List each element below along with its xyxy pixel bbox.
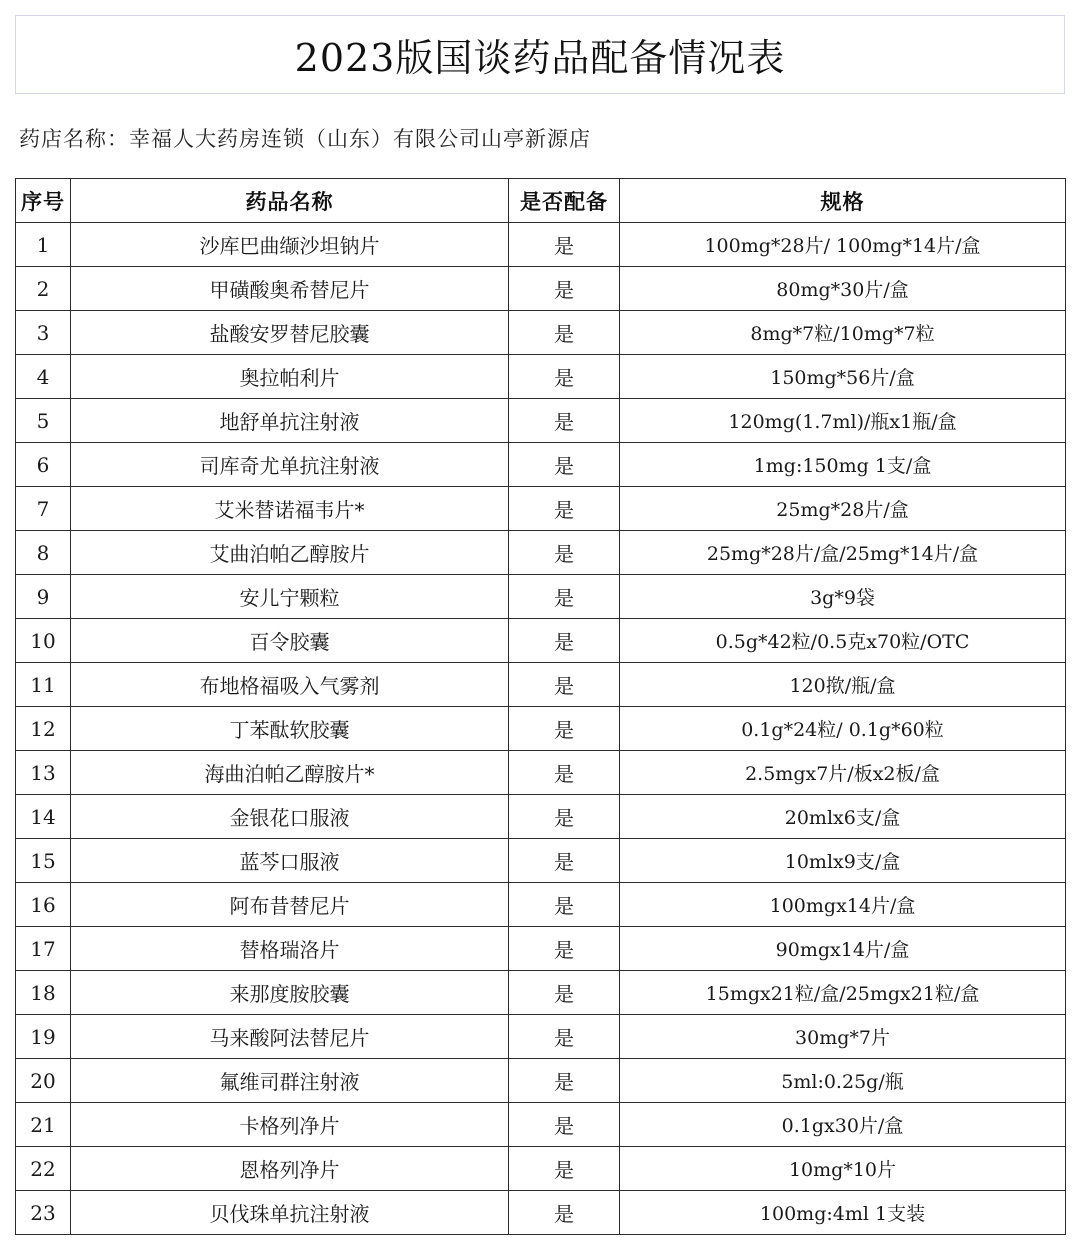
cell-number: 4 (16, 355, 71, 399)
cell-stocked: 是 (509, 487, 620, 531)
table-row (16, 267, 1066, 311)
header-spec: 规格 (620, 179, 1066, 223)
table-row (16, 1191, 1066, 1235)
cell-drug-name: 地舒单抗注射液 (71, 399, 509, 443)
cell-spec: 120揿/瓶/盒 (620, 663, 1066, 707)
page-title: 2023版国谈药品配备情况表 (294, 36, 786, 80)
table-row (16, 707, 1066, 751)
table-row (16, 619, 1066, 663)
cell-stocked: 是 (509, 355, 620, 399)
cell-drug-name: 司库奇尤单抗注射液 (71, 443, 509, 487)
table-row (16, 1059, 1066, 1103)
cell-stocked: 是 (509, 1103, 620, 1147)
header-drug-name: 药品名称 (71, 179, 509, 223)
cell-drug-name: 阿布昔替尼片 (71, 883, 509, 927)
drug-table (15, 178, 1066, 1235)
cell-drug-name: 甲磺酸奥希替尼片 (71, 267, 509, 311)
cell-number: 17 (16, 927, 71, 971)
cell-stocked: 是 (509, 531, 620, 575)
table-row (16, 751, 1066, 795)
cell-stocked: 是 (509, 223, 620, 267)
cell-spec: 0.5g*42粒/0.5克x70粒/OTC (620, 619, 1066, 663)
cell-number: 6 (16, 443, 71, 487)
cell-stocked: 是 (509, 575, 620, 619)
cell-number: 10 (16, 619, 71, 663)
cell-stocked: 是 (509, 619, 620, 663)
table-row (16, 839, 1066, 883)
table-header-row (16, 179, 1066, 223)
cell-spec: 2.5mgx7片/板x2板/盒 (620, 751, 1066, 795)
cell-stocked: 是 (509, 443, 620, 487)
cell-number: 12 (16, 707, 71, 751)
table-row (16, 311, 1066, 355)
cell-stocked: 是 (509, 795, 620, 839)
table-row (16, 883, 1066, 927)
cell-drug-name: 氟维司群注射液 (71, 1059, 509, 1103)
table-row (16, 223, 1066, 267)
cell-drug-name: 艾曲泊帕乙醇胺片 (71, 531, 509, 575)
cell-spec: 8mg*7粒/10mg*7粒 (620, 311, 1066, 355)
cell-drug-name: 丁苯酞软胶囊 (71, 707, 509, 751)
cell-spec: 25mg*28片/盒/25mg*14片/盒 (620, 531, 1066, 575)
cell-spec: 15mgx21粒/盒/25mgx21粒/盒 (620, 971, 1066, 1015)
cell-number: 18 (16, 971, 71, 1015)
cell-number: 23 (16, 1191, 71, 1235)
table-row (16, 1147, 1066, 1191)
cell-spec: 10mlx9支/盒 (620, 839, 1066, 883)
cell-drug-name: 恩格列净片 (71, 1147, 509, 1191)
table-row (16, 575, 1066, 619)
cell-stocked: 是 (509, 883, 620, 927)
title-box (15, 15, 1065, 94)
cell-spec: 120mg(1.7ml)/瓶x1瓶/盒 (620, 399, 1066, 443)
table-row (16, 443, 1066, 487)
table-row (16, 531, 1066, 575)
cell-number: 19 (16, 1015, 71, 1059)
cell-number: 16 (16, 883, 71, 927)
table-row (16, 487, 1066, 531)
cell-drug-name: 百令胶囊 (71, 619, 509, 663)
cell-stocked: 是 (509, 971, 620, 1015)
cell-number: 15 (16, 839, 71, 883)
table-row (16, 355, 1066, 399)
cell-stocked: 是 (509, 267, 620, 311)
cell-spec: 0.1gx30片/盒 (620, 1103, 1066, 1147)
cell-stocked: 是 (509, 311, 620, 355)
pharmacy-name: 药店名称：幸福人大药房连锁（山东）有限公司山亭新源店 (19, 127, 591, 151)
cell-stocked: 是 (509, 1015, 620, 1059)
cell-number: 14 (16, 795, 71, 839)
cell-drug-name: 沙库巴曲缬沙坦钠片 (71, 223, 509, 267)
cell-drug-name: 来那度胺胶囊 (71, 971, 509, 1015)
header-number: 序号 (16, 179, 71, 223)
cell-spec: 20mlx6支/盒 (620, 795, 1066, 839)
cell-spec: 100mgx14片/盒 (620, 883, 1066, 927)
cell-drug-name: 卡格列净片 (71, 1103, 509, 1147)
table-row (16, 663, 1066, 707)
cell-spec: 0.1g*24粒/ 0.1g*60粒 (620, 707, 1066, 751)
table-row (16, 795, 1066, 839)
cell-spec: 5ml:0.25g/瓶 (620, 1059, 1066, 1103)
cell-drug-name: 安儿宁颗粒 (71, 575, 509, 619)
cell-spec: 100mg*28片/ 100mg*14片/盒 (620, 223, 1066, 267)
cell-number: 11 (16, 663, 71, 707)
cell-spec: 90mgx14片/盒 (620, 927, 1066, 971)
cell-spec: 80mg*30片/盒 (620, 267, 1066, 311)
cell-stocked: 是 (509, 1059, 620, 1103)
cell-drug-name: 马来酸阿法替尼片 (71, 1015, 509, 1059)
cell-spec: 1mg:150mg 1支/盒 (620, 443, 1066, 487)
cell-spec: 100mg:4ml 1支装 (620, 1191, 1066, 1235)
table-row (16, 1015, 1066, 1059)
table-row (16, 927, 1066, 971)
cell-drug-name: 蓝芩口服液 (71, 839, 509, 883)
cell-number: 22 (16, 1147, 71, 1191)
cell-stocked: 是 (509, 1191, 620, 1235)
cell-spec: 25mg*28片/盒 (620, 487, 1066, 531)
cell-number: 2 (16, 267, 71, 311)
cell-number: 3 (16, 311, 71, 355)
cell-drug-name: 艾米替诺福韦片* (71, 487, 509, 531)
cell-drug-name: 贝伐珠单抗注射液 (71, 1191, 509, 1235)
cell-number: 5 (16, 399, 71, 443)
cell-stocked: 是 (509, 839, 620, 883)
cell-spec: 30mg*7片 (620, 1015, 1066, 1059)
cell-number: 1 (16, 223, 71, 267)
cell-stocked: 是 (509, 399, 620, 443)
cell-stocked: 是 (509, 751, 620, 795)
table-row (16, 399, 1066, 443)
cell-stocked: 是 (509, 1147, 620, 1191)
cell-drug-name: 布地格福吸入气雾剂 (71, 663, 509, 707)
cell-spec: 3g*9袋 (620, 575, 1066, 619)
cell-stocked: 是 (509, 707, 620, 751)
cell-drug-name: 替格瑞洛片 (71, 927, 509, 971)
cell-stocked: 是 (509, 663, 620, 707)
cell-drug-name: 奥拉帕利片 (71, 355, 509, 399)
cell-spec: 10mg*10片 (620, 1147, 1066, 1191)
cell-number: 9 (16, 575, 71, 619)
cell-number: 8 (16, 531, 71, 575)
cell-number: 7 (16, 487, 71, 531)
table-row (16, 1103, 1066, 1147)
cell-stocked: 是 (509, 927, 620, 971)
cell-drug-name: 盐酸安罗替尼胶囊 (71, 311, 509, 355)
cell-drug-name: 金银花口服液 (71, 795, 509, 839)
cell-spec: 150mg*56片/盒 (620, 355, 1066, 399)
table-body (16, 223, 1066, 1235)
table-row (16, 971, 1066, 1015)
cell-number: 13 (16, 751, 71, 795)
header-stocked: 是否配备 (509, 179, 620, 223)
cell-number: 20 (16, 1059, 71, 1103)
cell-number: 21 (16, 1103, 71, 1147)
cell-drug-name: 海曲泊帕乙醇胺片* (71, 751, 509, 795)
